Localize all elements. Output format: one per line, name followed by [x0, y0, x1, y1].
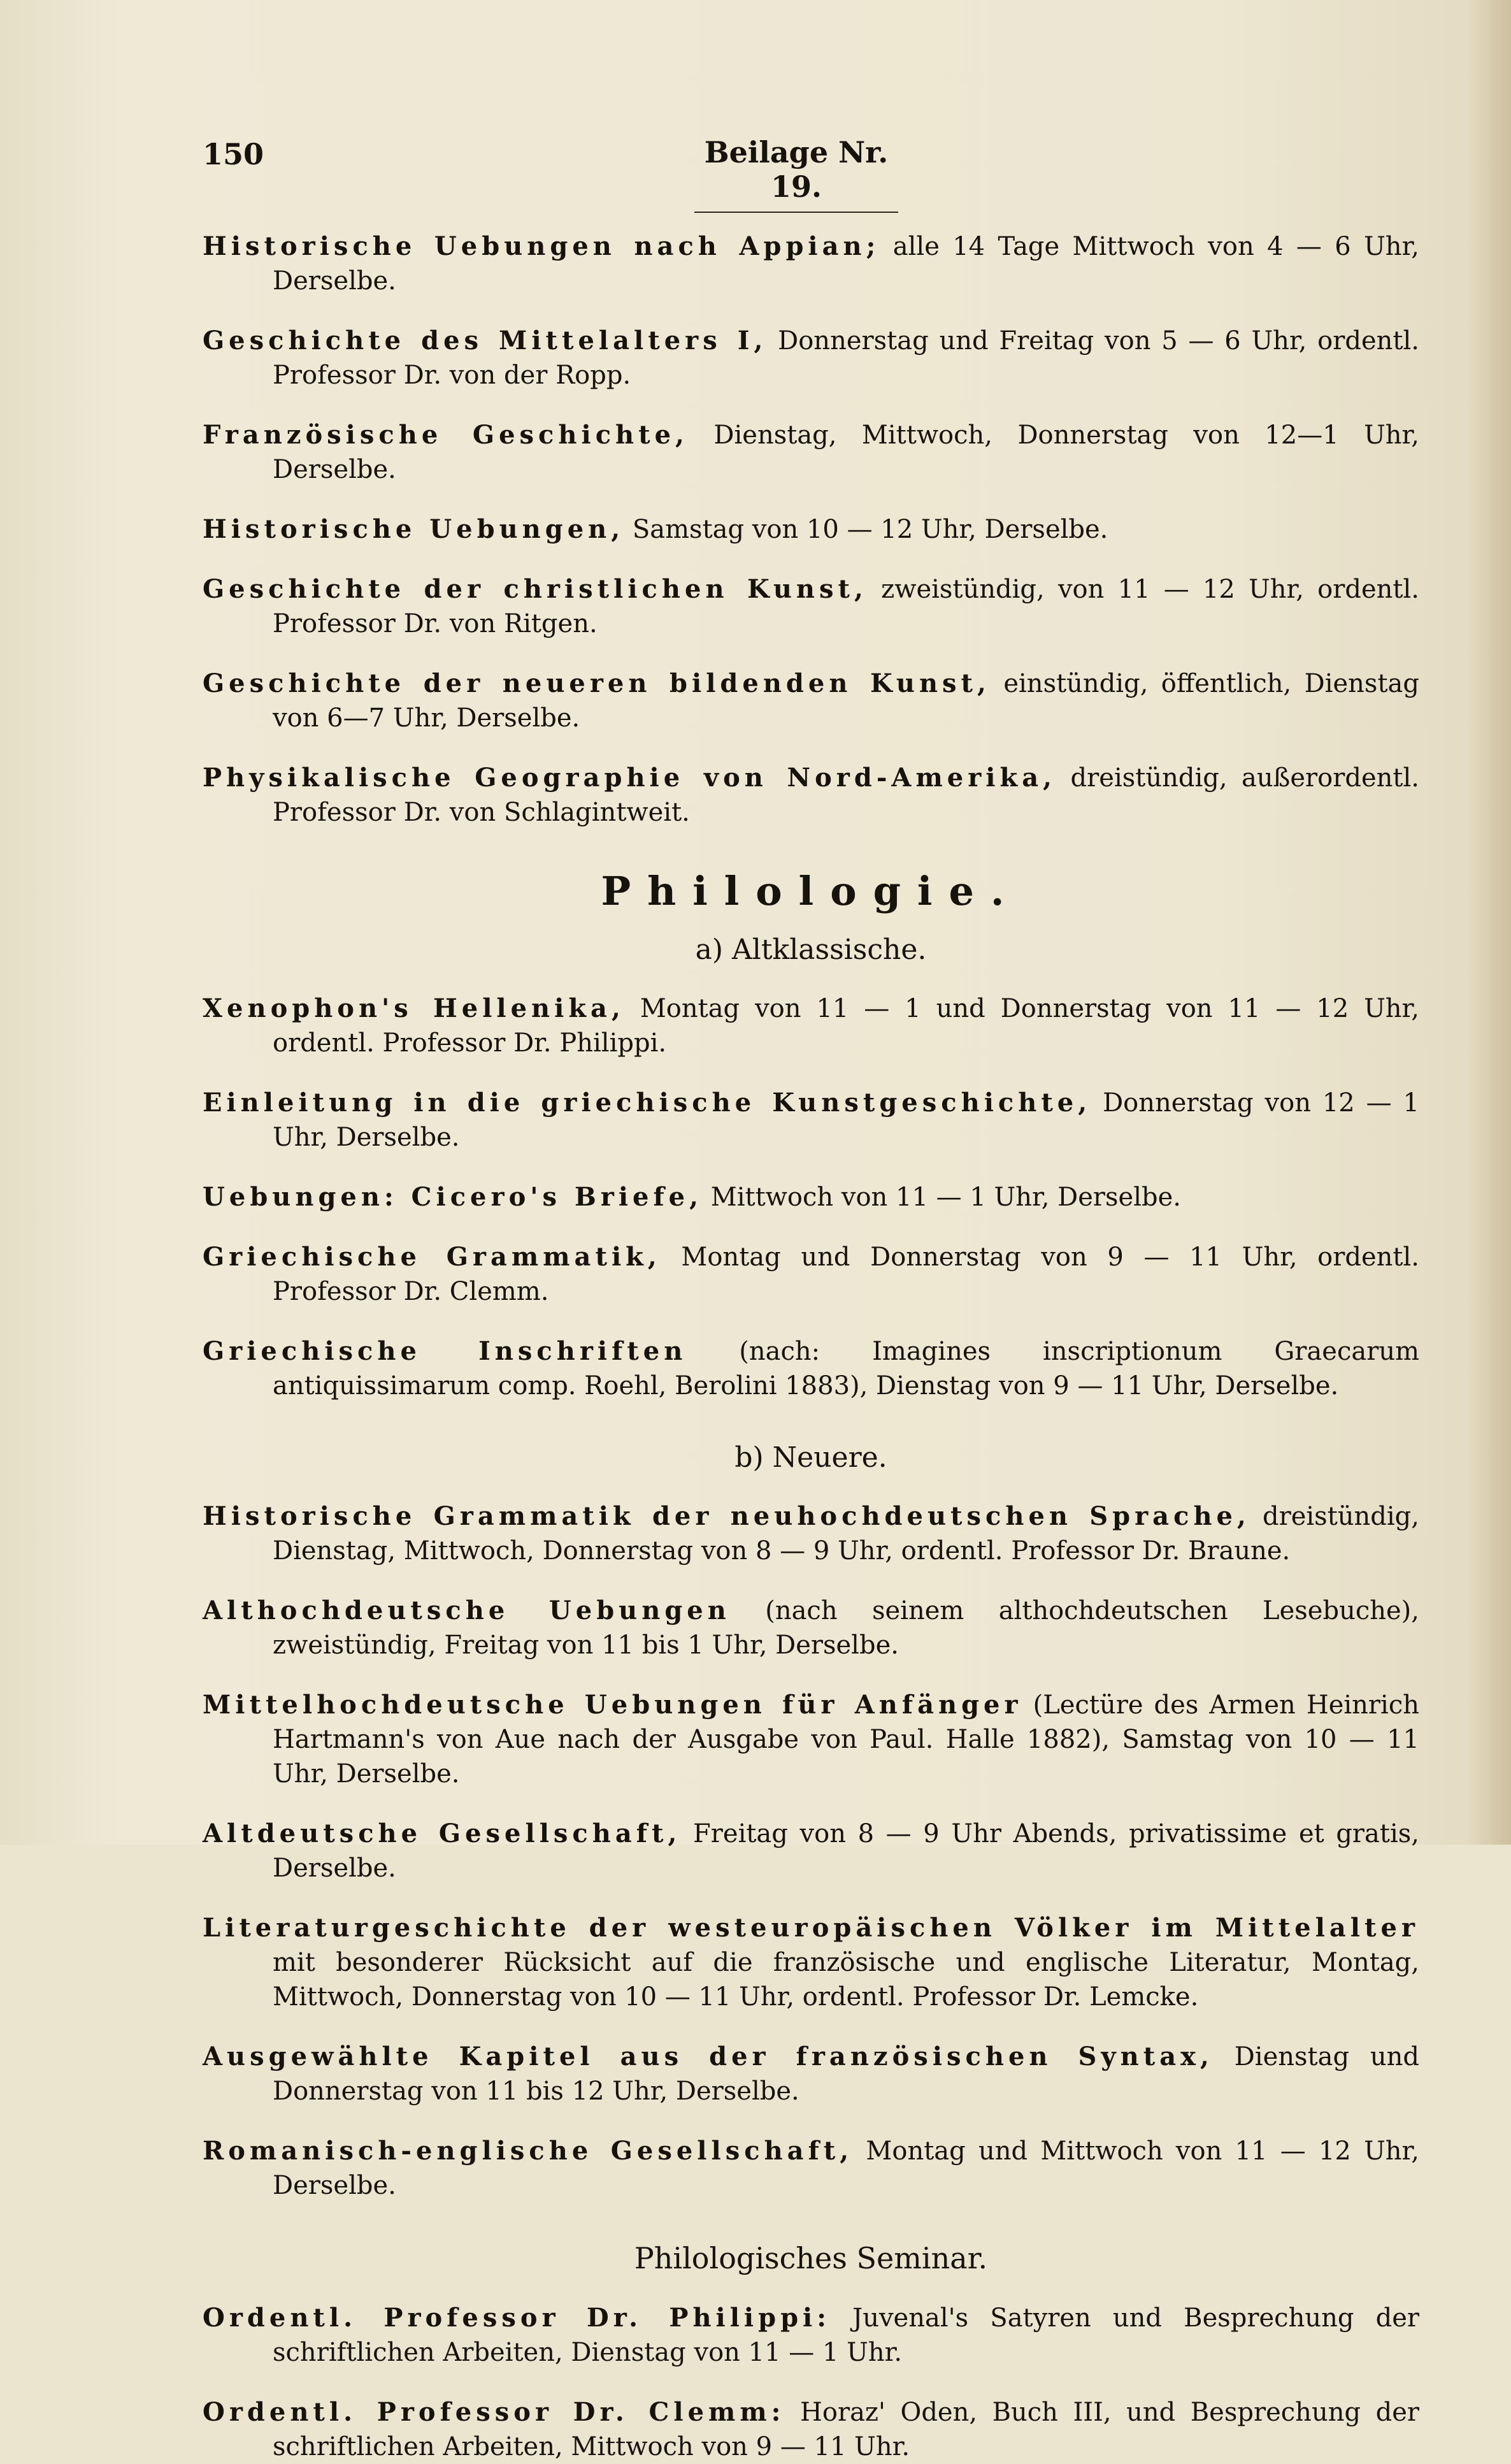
list-item: Physikalische Geographie von Nord-Amerika, dreistündig, außerordentl. Professor Dr. von Schlagintweit. [203, 763, 1420, 827]
page-body [203, 204, 1419, 2464]
list-item: Ordentl. Professor Dr. Philippi: Juvenal's Satyren und Besprechung der schriftlichen Arbeiten, Dienstag von 11 — 1 Uhr. [203, 2303, 1419, 2367]
subsection-title-seminar: Philologisches Seminar. [634, 2241, 988, 2275]
subsection-title-neuere: b) Neuere. [734, 1441, 887, 1474]
list-item: Altdeutsche Gesellschaft, Freitag von 8 — 9 Uhr Abends, privatissime et gratis, Derselbe. [203, 1819, 1420, 1883]
list-item: Ordentl. Professor Dr. Clemm: Horaz' Oden, Buch III, und Besprechung der schriftlichen Arbeiten, Mittwoch von 9 — 11 Uhr. [203, 2397, 1419, 2461]
list-item: Griechische Grammatik, Montag und Donnerstag von 9 — 11 Uhr, ordentl. Professor Dr. Clemm. [203, 1242, 1419, 1306]
list-item: Französische Geschichte, Dienstag, Mittwoch, Donnerstag von 12—1 Uhr, Derselbe. [203, 420, 1419, 484]
list-item: Mittelhochdeutsche Uebungen für Anfänger (Lectüre des Armen Heinrich Hartmann's von Aue nach der Ausgabe von Paul. Halle 1882), Samstag von 10 — 11 Uhr, Derselbe. [203, 1690, 1420, 1789]
list-item: Geschichte der neueren bildenden Kunst, einstündig, öffentlich, Dienstag von 6—7 Uhr, Derselbe. [203, 668, 1419, 733]
list-item: Xenophon's Hellenika, Montag von 11 — 1 und Donnerstag von 11 — 12 Uhr, ordentl. Professor Dr. Philippi. [203, 993, 1420, 1058]
list-item: Uebungen: Cicero's Briefe, Mittwoch von 11 — 1 Uhr, Derselbe. [203, 1182, 1181, 1212]
section-title-philologie: Philologie. [601, 868, 1021, 914]
seminar-section [203, 2301, 1419, 2464]
running-head: Beilage Nr. 19. [694, 135, 898, 213]
history-section [203, 229, 1419, 830]
subsection-title-altklassische: a) Altklassische. [695, 933, 927, 966]
list-item: Geschichte der christlichen Kunst, zweistündig, von 11 — 12 Uhr, ordentl. Professor Dr. von Ritgen. [203, 574, 1419, 638]
list-item: Literaturgeschichte der westeuropäischen Völker im Mittelalter mit besonderer Rücksicht auf die französische und englische Literatur, Montag, Mittwoch, Donnerstag von 10 — 11 Uhr, ordentl. Professor Dr. Lemcke. [203, 1913, 1419, 2012]
page-edge-shadow [1466, 0, 1511, 1845]
modern-section [203, 1499, 1419, 2203]
list-item: Geschichte des Mittelalters I, Donnerstag und Freitag von 5 — 6 Uhr, ordentl. Professor Dr. von der Ropp. [203, 326, 1419, 390]
list-item: Althochdeutsche Uebungen (nach seinem althochdeutschen Lesebuche), zweistündig, Freitag von 11 bis 1 Uhr, Derselbe. [203, 1596, 1419, 1660]
list-item: Romanisch-englische Gesellschaft, Montag und Mittwoch von 11 — 12 Uhr, Derselbe. [203, 2136, 1419, 2200]
list-item: Ausgewählte Kapitel aus der französischen Syntax, Dienstag und Donnerstag von 11 bis 12 Uhr, Derselbe. [203, 2042, 1419, 2106]
list-item: Einleitung in die griechische Kunstgeschichte, Donnerstag von 12 — 1 Uhr, Derselbe. [203, 1088, 1419, 1152]
list-item: Historische Uebungen nach Appian; alle 14 Tage Mittwoch von 4 — 6 Uhr, Derselbe. [203, 231, 1420, 296]
classical-section [203, 991, 1419, 1403]
page-number: 150 [203, 137, 264, 171]
list-item: Historische Uebungen, Samstag von 10 — 12 Uhr, Derselbe. [203, 514, 1108, 544]
list-item: Historische Grammatik der neuhochdeutschen Sprache, dreistündig, Dienstag, Mittwoch, Donnerstag von 8 — 9 Uhr, ordentl. Professor Dr. Braune. [203, 1501, 1420, 1566]
list-item: Griechische Inschriften (nach: Imagines inscriptionum Graecarum antiquissimarum comp. Roehl, Berolini 1883), Dienstag von 9 — 11 Uhr, Derselbe. [203, 1336, 1420, 1401]
